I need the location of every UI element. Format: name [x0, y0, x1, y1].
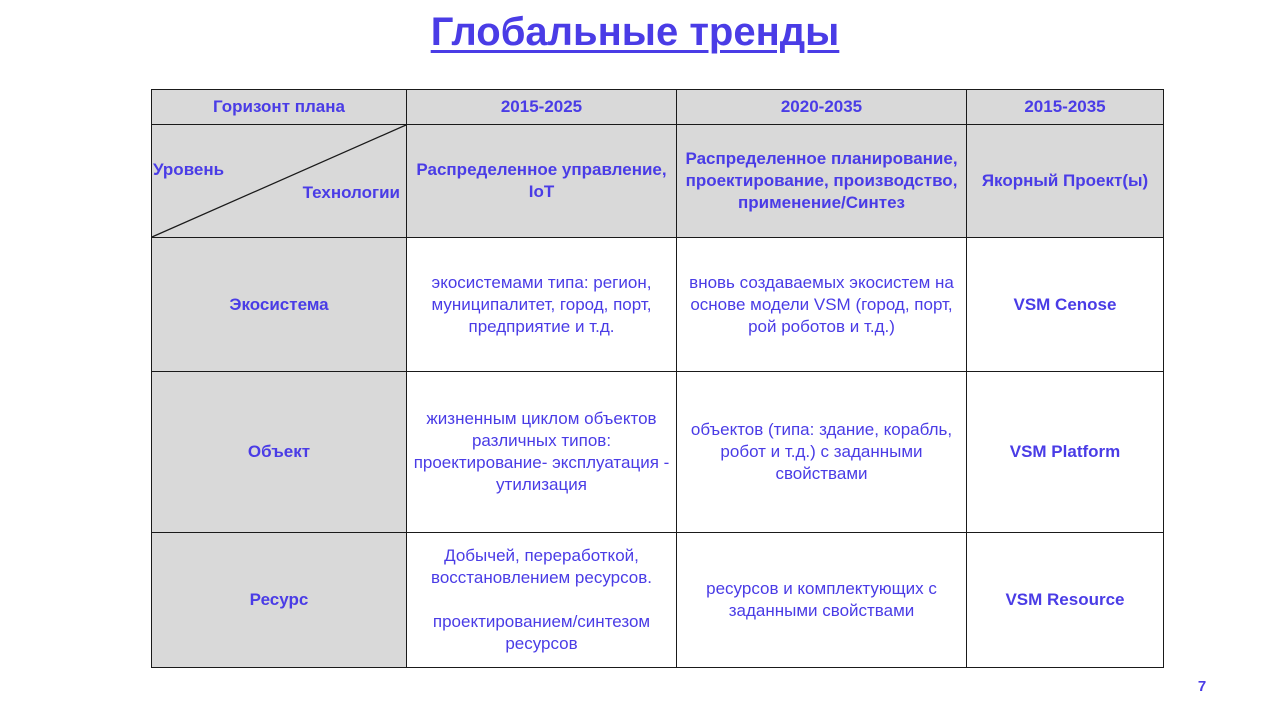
object-col1-text: жизненным циклом объектов различных типов: проектирование- эксплуатация - утилизация: [413, 409, 670, 494]
resource-col2: [677, 533, 967, 668]
resource-col1: [407, 533, 677, 668]
subheader-col1: Распределенное управление, IoT: [407, 125, 677, 238]
table-header-row: [152, 90, 1164, 125]
object-col2: [677, 372, 967, 533]
row-label-resource: Ресурс: [152, 533, 407, 668]
technology-label: Технологии: [302, 183, 400, 202]
table-row-resource: [152, 533, 1164, 668]
object-col1: [407, 372, 677, 533]
header-col1: 2015-2025: [407, 90, 677, 125]
object-anchor-project: VSM Platform: [967, 372, 1164, 533]
level-label: Уровень: [153, 160, 225, 179]
page-number: 7: [1197, 678, 1207, 695]
row-label-object: Объект: [152, 372, 407, 533]
subheader-col2: Распределенное планирование, проектирование, производство, применение/Синтез: [677, 125, 967, 238]
resource-anchor-project: VSM Resource: [967, 533, 1164, 668]
horizon-label-cell: Горизонт плана: [152, 90, 407, 125]
slide-title: Глобальные тренды: [430, 10, 840, 54]
level-technology-corner-cell: [152, 125, 407, 238]
resource-col2-text: ресурсов и комплектующих с заданными свойствами: [706, 579, 937, 620]
subheader-col3: Якорный Проект(ы): [967, 125, 1164, 238]
header-col3: 2015-2035: [967, 90, 1164, 125]
diagonal-divider: [152, 125, 406, 237]
table-row-ecosystem: [152, 238, 1164, 372]
resource-col1-text-b: проектированием/синтезом ресурсов: [432, 612, 651, 653]
ecosystem-col1-text: экосистемами типа: регион, муниципалитет, город, порт, предприятие и т.д.: [431, 272, 652, 336]
ecosystem-col2-text: вновь создаваемых экосистем на основе модели VSM (город, порт, рой роботов и т.д.): [689, 272, 954, 336]
ecosystem-col2: [677, 238, 967, 372]
ecosystem-anchor-project: VSM Cenose: [967, 238, 1164, 372]
resource-col1-text-a: Добычей, переработкой, восстановлением ресурсов.: [430, 546, 653, 587]
table-subheader-row: [152, 125, 1164, 238]
header-col2: 2020-2035: [677, 90, 967, 125]
trends-table: [151, 89, 1164, 668]
table-row-object: [152, 372, 1164, 533]
ecosystem-col1: [407, 238, 677, 372]
object-col2-text: объектов (типа: здание, корабль, робот и т.д.) с заданными свойствами: [690, 420, 953, 483]
row-label-ecosystem: Экосистема: [152, 238, 407, 372]
